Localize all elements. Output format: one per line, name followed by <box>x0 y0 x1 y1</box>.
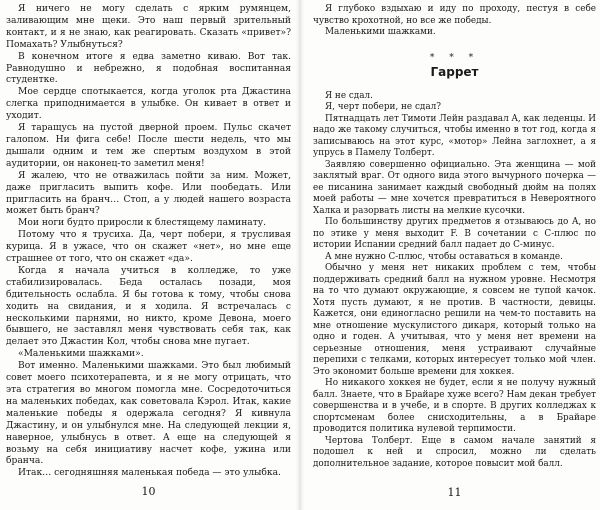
paragraph: Я таращусь на пустой дверной проем. Пульс скачет галопом. Ни фига себе! После шести недель, что мы дышали одним и тем же спертым воздухом в этой аудитории, он наконец-то заметил меня! <box>6 123 291 169</box>
section-break-ornament: * * * <box>429 52 480 63</box>
right-page-intro-text <box>313 4 596 39</box>
paragraph: Но никакого хоккея не будет, если я не получу нужный балл. Знаете, что в Брайаре хуже всего? Нам декан требует совершенства и в учебе, и в спорте. В других колледжах к спортсменам более снисходительны, а в Брайаре проводится политика нулевой терпимости. <box>313 378 596 434</box>
paragraph: Мое сердце спотыкается, когда уголок рта Джастина слегка приподнимается в улыбке. Он кивает в ответ и уходит. <box>6 87 291 122</box>
paragraph: По большинству других предметов я отзываюсь до A, но по этике у меня выходит F. В сочетании с C-плюс по истории Испании средний балл падает до C-минус. <box>313 217 596 250</box>
paragraph: Вот именно. Маленькими шажками. Это был любимый совет моего психотерапевта, и я не могу отрицать, что эта стратегия во многом помогла мне. Сосредоточиться на маленьких победах, как советовала Кэрол. Итак, какие маленькие победы я одержала сегодня? Я кивнула Джастину, и он улыбнулся мне. На следующей лекции я, наверное, улыбнусь в ответ. А еще на следующей я возьму на себя инициативу насчет кофе, ужина или бранча. <box>6 361 291 467</box>
paragraph: Я глубоко вздыхаю и иду по проходу, пестуя в себе чувство крохотной, но все же победы. <box>313 4 596 26</box>
paragraph: Я не сдал. <box>325 90 373 101</box>
paragraph: «Маленькими шажками». <box>18 349 144 360</box>
paragraph: Чертова Толберт. Еще в самом начале занятий я подошел к ней и спросил, можно ли сделать дополнительное задание, которое повысит мой балл. <box>313 435 596 469</box>
paragraph: Мои ноги будто приросли к блестящему ламинату. <box>18 218 267 229</box>
right-page <box>299 0 600 510</box>
paragraph: Заявляю совершенно официально. Эта женщина — мой заклятый враг. От одного вида этого вычурного почерка — ее писанина занимает каждый свободный дюйм на полях моей работы — мне хочется превратиться в Невероятного Халка и разорвать листы на мелкие кусочки. <box>313 159 596 216</box>
left-page <box>0 0 299 510</box>
left-page-text <box>6 4 291 480</box>
page-number-right: 11 <box>447 485 462 499</box>
page-number-left: 10 <box>141 485 156 499</box>
paragraph: Я ничего не могу сделать с ярким румянцем, заливающим мне щеки. Это наш первый зрительный контакт, и я не знаю, как реагировать. Сказать «привет»? Помахать? Улыбнуться? <box>6 4 291 50</box>
paragraph: Итак… сегодняшняя маленькая победа — это улыбка. <box>18 468 281 479</box>
paragraph: Я жалею, что не отважилась пойти за ним. Может, даже пригласить выпить кофе. Или пообедать. Или пригласить на бранч… Стоп, а у людей нашего возраста может быть бранч? <box>6 170 291 217</box>
paragraph: Потому что я трусиха. Да, черт побери, я трусливая курица. Я в ужасе, что он скажет «нет», но мне еще страшнее от того, что он скажет «да». <box>6 230 291 265</box>
right-page-text <box>313 91 596 471</box>
paragraph: Обычно у меня нет никаких проблем с тем, чтобы поддерживать средний балл на нужном уровне. Несмотря на то что думают окружающие, я совсем не тупой качок. Хотя пусть думают, я не против. В частности, девицы. Кажется, они единогласно решили на чем-то поставить на мне отношение мускулистого дикаря, который только на одно и годен. А учитывая, что у меня нет времени на серьезные отношения, меня устраивают случайные перепихи с телками, которых интересует только мой член. Это экономит больше времени для хоккея. <box>313 263 596 377</box>
paragraph: Я, черт побери, не сдал? <box>325 102 441 112</box>
chapter-title: Гаррет <box>430 65 479 79</box>
paragraph: Когда я начала учиться в колледже, то уже стабилизировалась. Беда осталась позади, моя бдительность ослабла. Я бы готова к тому, чтобы снова ходить на свидания, и я ходила. Я встречалась с несколькими парнями, но никто, кроме Девона, моего бывшего, не заставлял меня чувствовать себя так, как делает это Джастин Кол, чтобы снова мне пугает. <box>6 265 291 348</box>
paragraph: В конечном итоге я едва заметно киваю. Вот так. Равнодушно и небрежно, я подобная воспитанная студентке. <box>6 51 291 86</box>
paragraph: А мне нужно C-плюс, чтобы оставаться в команде. <box>325 251 563 262</box>
paragraph: Пятнадцать лет Тимоти Лейн раздавал A, как леденцы. И надо же такому случиться, чтобы именно в тот год, когда я записываюсь на этот курс, «мотор» Лейна заглохнет, а я упрусь в Памелу Толберт. <box>313 113 596 158</box>
paragraph: Маленькими шажками. <box>325 27 436 37</box>
